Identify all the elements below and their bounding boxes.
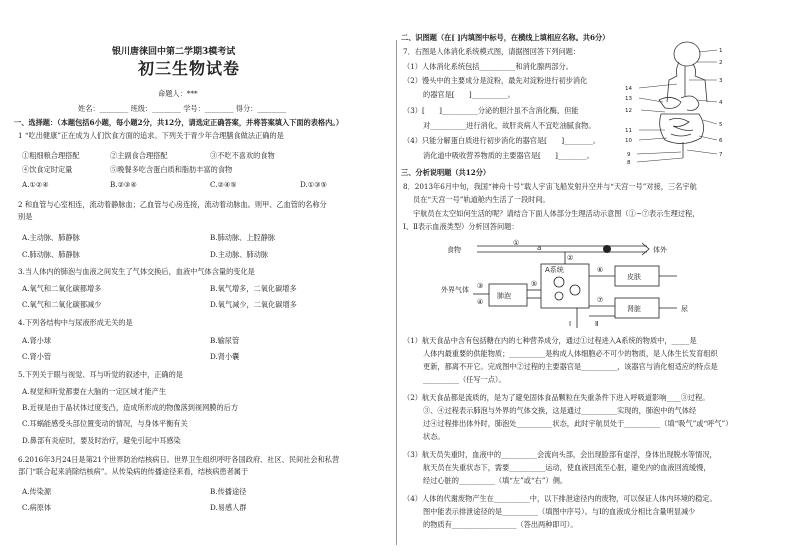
exam-title: 初三生物试卷 [138,59,241,78]
q7-sub-1: （1）人体消化系统包括__________和消化腺两部分。 [403,62,573,71]
diagram-kidney: 肾脏 [627,305,641,313]
school-title: 银川唐徕回中第二学期3模考试 [112,47,236,57]
q1-item-2: ②主副食合理搭配 [110,151,168,160]
q4-option-d[interactable]: D.肾小囊 [210,352,240,361]
q1-item-5: ⑤晚餐多吃含蛋白质和脂肪丰富的食物 [110,165,233,174]
figure-label-3: 3 [719,78,723,84]
diagram-food: 食物 [447,246,461,254]
figure-label-11: 11 [625,128,632,134]
q2-option-b[interactable]: B.肺动脉、上腔静脉 [210,233,276,242]
figure-label-14: 14 [625,86,632,92]
q1-option-c[interactable]: C.②④⑤ [210,180,237,189]
figure-label-13: 13 [625,96,632,102]
diagram-system-a: A系统 [545,266,564,274]
physiology-diagram [437,236,737,332]
q1-item-3: ③不吃不喜欢的食物 [210,151,275,160]
q2-option-a[interactable]: A.主动脉、肺静脉 [22,233,80,242]
digestive-system-figure [619,40,725,168]
part1-heading: 一、选择题：（本题包括6小题，每小题2分，共12分，请选定正确答案，并将答案填入下面的表格内。） [14,118,344,127]
q8-stem: 8．2013年6月中旬，我国“神舟十号”载人宇宙飞船发射升空并与“天宫一号”对接，三名宇航 [403,182,697,191]
q6-option-a[interactable]: A.传染源 [22,487,52,496]
q8-answer-1: （1）航天食品中含有包括糖在内的七种营养成分，通过①过程进入A系统的物质中，_____是 [403,336,697,345]
q6-stem: 6.2016年3月24日是第21个世界防治结核病日。世界卫生组织呼吁各国政府、社区、民间社会和私营 [18,455,340,464]
q4-option-c[interactable]: C.肾小管 [22,352,52,361]
author-line: 命题人：*** [158,89,198,98]
q7-sub-4: （4）只能分解蛋白质进行初步消化的器官是[ ]________。 [403,136,601,145]
student-info-line: 姓名：________ 班级：________ 学号：________ 得分：________ [78,104,287,113]
q8-answer-4c: 的物质有__________________（答出两种即可）。 [423,520,578,529]
q2-option-c[interactable]: C.肺动脉、肺静脉 [22,250,80,259]
q8-answer-4: （4）人体的代谢废物产生在__________中，以下排泄途径内的废物，可以保证人体内环境的稳定。 [403,494,717,503]
q8-answer-4b: 图中能表示排泄途径的是__________（填图中序号）。与Ⅰ的血液成分相比含量明显减少 [423,507,696,516]
diagram-step-4: ④ [477,298,484,306]
diagram-step-7: ⑦ [597,296,604,304]
q8-stem-4: Ⅰ、Ⅱ表示血液类型）分析回答问题： [403,222,519,231]
q5-option-a[interactable]: A.视觉和听觉都要在大脑的一定区域才能产生 [22,387,167,396]
q8-answer-2: （2）航天食品都是流质的，是为了避免固体食品颗粒在失重条件下进入呼吸道影响____③过程。 [403,393,710,402]
q8-answer-1b: 人体内最重要的供能物质；__________是构成人体细胞必不可少的物质，是人体生长发育组织 [423,349,718,358]
q1-option-a[interactable]: A.①②④ [22,180,49,189]
figure-label-6: 6 [719,138,723,144]
q6-option-c[interactable]: C.病原体 [22,503,52,512]
q1-item-1: ①粗细粮合理搭配 [22,151,80,160]
q3-option-b[interactable]: B.氧气增多，二氧化碳增多 [210,284,297,293]
figure-label-5: 5 [719,122,723,128]
diagram-blood-I: Ⅰ [569,320,572,328]
diagram-step-1: ① [513,239,520,247]
diagram-air: 外界气体 [441,286,469,294]
q2-stem: 2 和血管与心室相连，流动着静脉血；乙血管与心房连接，流动着动脉血。则甲、乙血管的名称分 [18,200,327,209]
q1-option-d[interactable]: D.①③⑤ [300,180,328,189]
right-column [397,0,794,560]
figure-label-9: 9 [627,152,631,158]
q3-option-d[interactable]: D.氧气减少，二氧化碳增多 [210,300,297,309]
q8-answer-2d: 状态。 [423,432,445,441]
q4-option-b[interactable]: B.输尿管 [210,336,240,345]
diagram-step-6: ⑥ [597,266,604,274]
q5-stem: 5.下列关于眼与视觉、耳与听觉的叙述中，正确的是 [18,370,183,379]
q1-stem: 1 “吃出健康”正在成为人们饮食方面的追求。下列关于青少年合理膳食做法正确的是 [18,131,284,140]
diagram-alveoli: 肺泡 [497,292,511,300]
q2-stem-2: 别是 [18,212,33,221]
q8-answer-1c: 更新，都离不开它。完成图中②过程的主要器官是__________，该器官与消化相适应的特点是 [423,362,718,371]
diagram-step-2: ② [567,254,574,262]
diagram-a: a [537,244,542,252]
diagram-urine: 尿 [681,305,688,313]
q1-option-b[interactable]: B.②③④ [110,180,137,189]
q2-option-d[interactable]: D.主动脉、肺动脉 [210,250,269,259]
food-particle-mark [603,245,611,253]
figure-label-2: 2 [719,60,723,66]
q7-sub-3b: 对__________进行消化，故肝炎病人不宜吃油腻食物。 [423,121,596,130]
diagram-step-3: ③ [477,282,484,290]
q7-stem: 7．右图是人体消化系统模式图，请据图回答下列问题： [403,47,581,56]
q8-answer-2c: 过④过程排出体外时，肺泡处__________状态，此时宇航员处于__________（填“吸气”或“呼气”） [423,419,733,428]
q8-answer-3c: 经过心脏的__________（填“左”或“右”）侧。 [423,476,568,485]
q3-stem: 3.当人体内的肺泡与血液之间发生了气体交换后，血液中气体含量的变化是 [18,267,255,276]
q3-option-a[interactable]: A.氧气和二氧化碳都增多 [22,284,102,293]
q7-sub-3: （3）[ ]__________分泌的胆汁虽不含消化酶，但能 [403,106,579,115]
diagram-outside: 体外 [653,246,667,254]
q6-option-d[interactable]: D.易感人群 [210,503,247,512]
diagram-step-5: ⑤ [531,280,538,288]
part3-heading: 三、分析说明题（共12分） [401,168,491,177]
q8-answer-3b: 航天员在失重状态下，需要__________运动，使血液回流至心脏，避免内的血液回流缓慢， [423,463,711,472]
figure-label-12: 12 [625,108,632,114]
q8-answer-2b: ③、④过程表示肺泡与外界的气体交换，这是通过__________实现的，肺泡中的气体经 [423,406,697,415]
q5-option-b[interactable]: B.近视是由于晶状体过度变凸，造成所形成的物像落到视网膜的后方 [22,403,239,412]
figure-label-1: 1 [719,48,723,54]
q1-item-4: ④饮食定时定量 [22,165,73,174]
q5-option-c[interactable]: C.耳蜗能感受头部位置变动的情况，与身体平衡有关 [22,419,188,428]
q3-option-c[interactable]: C.氧气和二氧化碳都减少 [22,300,102,309]
figure-label-4: 4 [719,100,723,106]
part2-heading: 二、识图题（在[ ]内填图中标号，在横线上填相应名称。共6分） [401,33,610,42]
q7-sub-2b: 的器官是[ ]__________。 [423,90,515,99]
q6-stem-2: 部门“联合起来消除结核病”。从传染病的传播途径来看，结核病患者属于 [18,467,249,476]
q8-stem-3: 宇航员在太空如何生活的呢？请结合下面人体部分生理活动示意图（①~⑦表示生理过程， [413,209,700,218]
q5-option-d[interactable]: D.鼻部有炎症时，要及时治疗，避免引起中耳感染 [22,436,181,445]
figure-label-10: 10 [625,138,632,144]
diagram-blood-II: Ⅱ [595,320,599,328]
q4-stem: 4.下列各结构中与尿液形成无关的是 [18,318,133,327]
figure-label-7: 7 [719,152,723,158]
q7-sub-2: （2）馒头中的主要成分是淀粉，最先对淀粉进行初步消化 [403,76,588,85]
diagram-skin: 皮肤 [627,273,641,281]
q8-answer-3: （3）航天员失重时，血液中的__________会流向头部，会出现脸部有虚浮，身体出现脱水等情况， [403,450,717,459]
figure-label-8: 8 [627,160,631,166]
q8-answer-1d: __________（任写一点）。 [423,375,506,384]
q4-option-a[interactable]: A.肾小球 [22,336,52,345]
q7-sub-4b: 消化道中吸收营养物质的主要器官是[ ]________。 [423,151,594,160]
q6-option-b[interactable]: B.传播途径 [210,487,247,496]
q8-stem-2: 员在“天宫一号”轨道舱内生活了一段时间。 [413,195,550,204]
